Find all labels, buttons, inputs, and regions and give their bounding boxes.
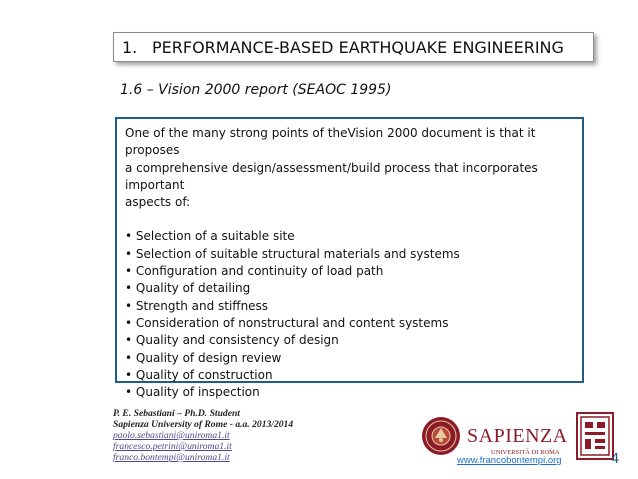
aspect-list bbox=[125, 228, 574, 401]
list-item: • Quality of detailing bbox=[125, 281, 251, 296]
intro-paragraph bbox=[125, 125, 574, 211]
list-item: • Consideration of nonstructural and content systems bbox=[125, 315, 449, 330]
slide-title: PERFORMANCE-BASED EARTHQUAKE ENGINEERING bbox=[152, 37, 564, 57]
list-item: • Selection of a suitable site bbox=[125, 229, 295, 244]
list-item: • Selection of suitable structural materials and systems bbox=[125, 246, 460, 261]
list-item: • Quality and consistency of design bbox=[125, 333, 339, 348]
slide-title-box bbox=[113, 32, 594, 62]
footer-credits bbox=[113, 408, 293, 463]
list-item: • Quality of inspection bbox=[125, 385, 260, 400]
logo-wordmark: SAPIENZA bbox=[467, 425, 568, 447]
section-number: 1. bbox=[122, 37, 138, 57]
list-item: • Strength and stiffness bbox=[125, 298, 269, 313]
content-box bbox=[115, 117, 584, 400]
slide-subtitle: 1.6 – Vision 2000 report (SEAOC 1995) bbox=[120, 82, 392, 98]
list-item: • Quality of design review bbox=[125, 350, 282, 365]
email-link-sebastiani[interactable]: paolo.sebastiani@uniroma1.it bbox=[113, 430, 230, 441]
logo-subline: UNIVERSITÀ DI ROMA bbox=[491, 449, 560, 456]
author-name: P. E. Sebastiani – Ph.D. Student bbox=[113, 408, 240, 419]
email-link-petrini[interactable]: francesco.petrini@uniroma1.it bbox=[113, 441, 232, 452]
list-item: • Configuration and continuity of load path bbox=[125, 264, 384, 279]
university-seal-icon bbox=[422, 417, 460, 455]
list-item: • Quality of construction bbox=[125, 367, 273, 382]
seal-stamp-icon bbox=[577, 413, 613, 459]
email-link-bontempi[interactable]: franco.bontempi@uniroma1.it bbox=[113, 452, 230, 463]
intro-line: a comprehensive design/assessment/build process that incorporates important bbox=[125, 160, 538, 192]
website-link[interactable]: www.francobontempi.org bbox=[457, 455, 562, 466]
intro-line: One of the many strong points of theVision 2000 document is that it proposes bbox=[125, 126, 536, 158]
author-affiliation: Sapienza University of Rome - a.a. 2013/2014 bbox=[113, 419, 294, 430]
page-number: 4 bbox=[611, 452, 620, 467]
intro-line: aspects of: bbox=[125, 195, 191, 210]
